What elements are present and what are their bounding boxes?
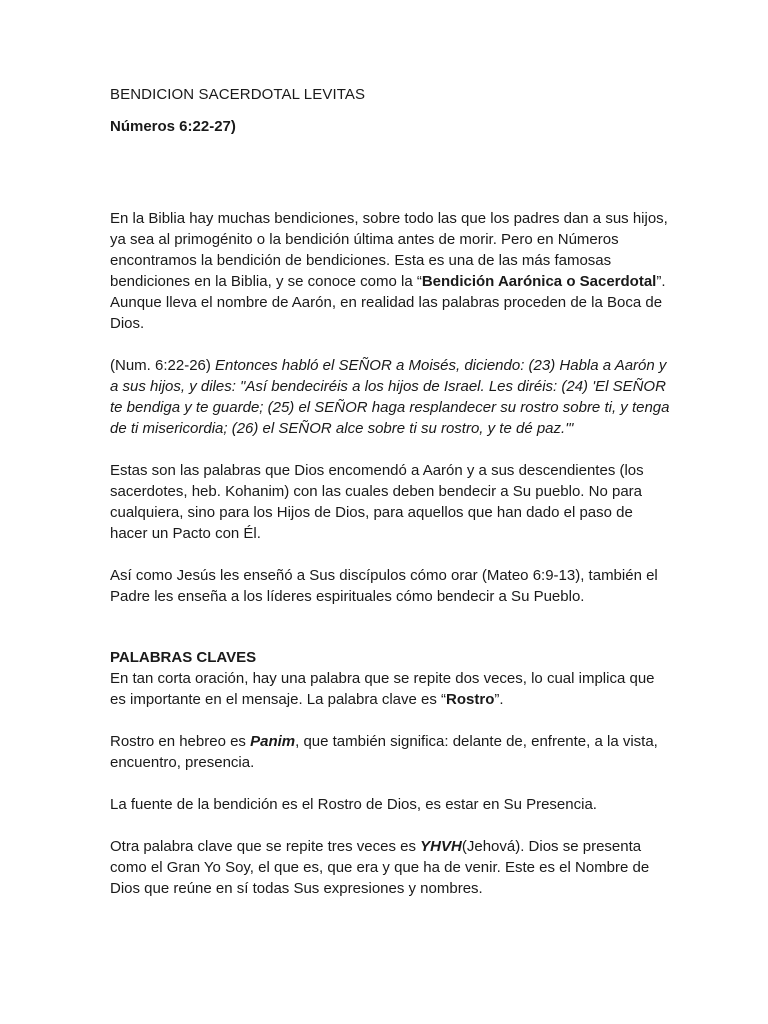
- scripture-quote: Entonces habló el SEÑOR a Moisés, diciendo: (23) Habla a Aarón y a sus hijos, y diles: "Así bendeciréis a los hijos de Israel. Les diréis: (24) 'El SEÑOR te bendiga y te guarde; (25) el SEÑOR haga resplandecer su rostro sobre ti, y tenga de ti misericordia; (26) el SEÑOR alce sobre ti su rostro, y te dé paz.'": [110, 357, 670, 437]
- spacer: [110, 710, 670, 731]
- paragraph-panim: Rostro en hebreo es Panim, que también significa: delante de, enfrente, a la vista, encuentro, presencia.: [110, 733, 658, 771]
- scripture-reference: Números 6:22-27): [110, 118, 236, 135]
- paragraph-yhvh: Otra palabra clave que se repite tres veces es YHVH(Jehová). Dios se presenta como el Gran Yo Soy, el que es, que era y que ha de venir. Este es el Nombre de Dios que reúne en sí todas Sus expresiones y nombres.: [110, 838, 650, 897]
- document-page: [110, 84, 670, 899]
- paragraph-priests: Estas son las palabras que Dios encomendó a Aarón y a sus descendientes (los sacerdotes, heb. Kohanim) con las cuales deben bendecir a Su pueblo. No para cualquiera, sino para los Hijos de Dios, para aquellos que han dado el paso de hacer un Pacto con Él.: [110, 462, 644, 542]
- paragraph-presence: La fuente de la bendición es el Rostro de Dios, es estar en Su Presencia.: [110, 796, 597, 813]
- bold-term: Bendición Aarónica o Sacerdotal: [421, 273, 657, 290]
- spacer: [110, 334, 670, 355]
- spacer: [110, 773, 670, 794]
- paragraph-jesus: Así como Jesús les enseñó a Sus discípulos cómo orar (Mateo 6:9-13), también el Padre les enseña a los líderes espirituales cómo bendecir a Su Pueblo.: [110, 567, 658, 605]
- spacer: [110, 607, 670, 647]
- paragraph-intro: En la Biblia hay muchas bendiciones, sobre todo las que los padres dan a sus hijos, ya sea al primogénito o la bendición última antes de morir. Pero en Números encontramos la bendición de bendiciones. Esta es una de las más famosas bendiciones en la Biblia, y se conoce como la “Bendición Aarónica o Sacerdotal”. Aunque lleva el nombre de Aarón, en realidad las palabras proceden de la Boca de Dios.: [110, 210, 668, 332]
- spacer: [110, 137, 670, 208]
- paragraph-keyword-rostro: En tan corta oración, hay una palabra que se repite dos veces, lo cual implica que es importante en el mensaje. La palabra clave es “Rostro”.: [110, 670, 655, 708]
- section-heading: PALABRAS CLAVES: [110, 649, 257, 666]
- bold-italic-term: YHVH: [420, 838, 462, 855]
- document-title: BENDICION SACERDOTAL LEVITAS: [110, 86, 366, 103]
- bold-term: Rostro: [446, 691, 495, 708]
- paragraph-scripture: (Num. 6:22-26) Entonces habló el SEÑOR a Moisés, diciendo: (23) Habla a Aarón y a sus hijos, y diles: "Así bendeciréis a los hijos de Israel. Les diréis: (24) 'El SEÑOR te bendiga y te guarde; (25) el SEÑOR haga resplandecer su rostro sobre ti, y tenga de ti misericordia; (26) el SEÑOR alce sobre ti su rostro, y te dé paz.'": [110, 357, 670, 437]
- spacer: [110, 544, 670, 565]
- spacer: [110, 439, 670, 460]
- spacer: [110, 815, 670, 836]
- bold-italic-term: Panim: [250, 733, 296, 750]
